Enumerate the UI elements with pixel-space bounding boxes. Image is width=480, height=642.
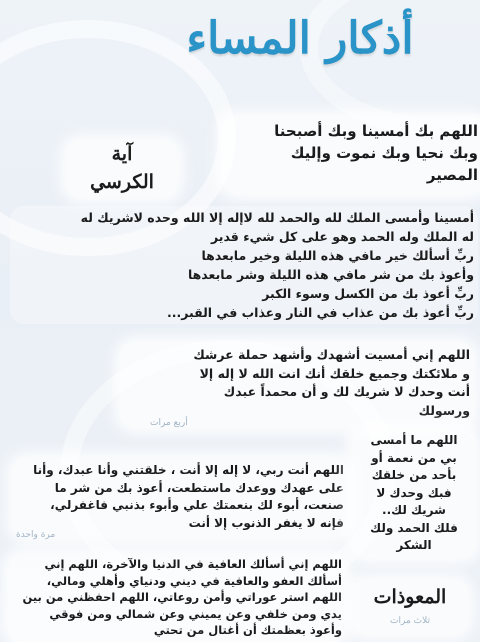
dhikr-card-2 bbox=[10, 206, 478, 324]
dhikr-card-5 bbox=[352, 430, 476, 558]
dhikr-text: اللهم ما أمسى بي من نعمة أو بأحد من خلقك فبك وحدك لا شريك لك.. فلك الحمد ولك الشكر bbox=[370, 433, 458, 552]
dhikr-card-1 bbox=[222, 116, 480, 194]
repeat-count-label: ثلاث مرات bbox=[390, 616, 430, 626]
ayat-kursi-heading: آية الكرسي bbox=[66, 140, 178, 198]
dhikr-card-6 bbox=[8, 554, 346, 642]
repeat-count-label: مرة واحدة bbox=[16, 529, 56, 540]
dhikr-text: أمسينا وأمسى الملك لله والحمد لله لاإله إلا الله وحده لاشريك له له الملك وله الحمد وهو على كل شيء قدير ربِّ أسألك خير مافي هذه الليلة وخير مابعدها وأعوذ بك من شر مافي هذه الليلة وشر مابعدها ربِّ أعوذ بك من الكسل وسوء الكبر ربِّ أعوذ بك من عذاب في النار وعذاب في القبر... bbox=[80, 210, 474, 320]
dhikr-text: اللهم بك أمسينا وبك أصبحنا وبك نحيا وبك نموت وإليك المصير bbox=[274, 122, 478, 184]
page-title: أذكار المساء bbox=[186, 13, 414, 64]
muawwidhat-title: المعوذات bbox=[373, 586, 447, 608]
repeat-count-label: أربع مرات bbox=[150, 417, 188, 428]
muawwidhat-heading bbox=[352, 580, 468, 634]
dhikr-card-4 bbox=[12, 458, 348, 538]
dhikr-card-3 bbox=[120, 342, 474, 428]
dhikr-text: اللهم إني أمسيت أشهدك وأشهد حملة عرشك و ملائكتك وجميع خلقك أنك انت الله لا إله إلا أنت وحدك لا شريك لك و أن محمداً عبدك ورسولك bbox=[193, 347, 470, 418]
dhikr-text: اللهم أنت ربي، لا إله إلا أنت ، خلقتني وأنا عبدك، وأنا على عهدك ووعدك ماستطعت، أعوذ بك من شر ما صنعت، أبوء لك بنعمتك علي وأبوء بذنبي فاغفرلي، فإنه لا يغفر الذنوب إلا أنت bbox=[33, 463, 344, 530]
dhikr-text: اللهم إني أسألك العافية في الدنيا والآخرة، اللهم إني أسألك العفو والعافية في ديني ودنياي وأهلي ومالي، اللهم استر عوراتي وأمن روعاتي، اللهم احفظني من بين يدي ومن خلفي وعن يميني وعن شمالي ومن فوقي وأعوذ بعظمتك أن أغتال من تحتي bbox=[22, 557, 342, 637]
